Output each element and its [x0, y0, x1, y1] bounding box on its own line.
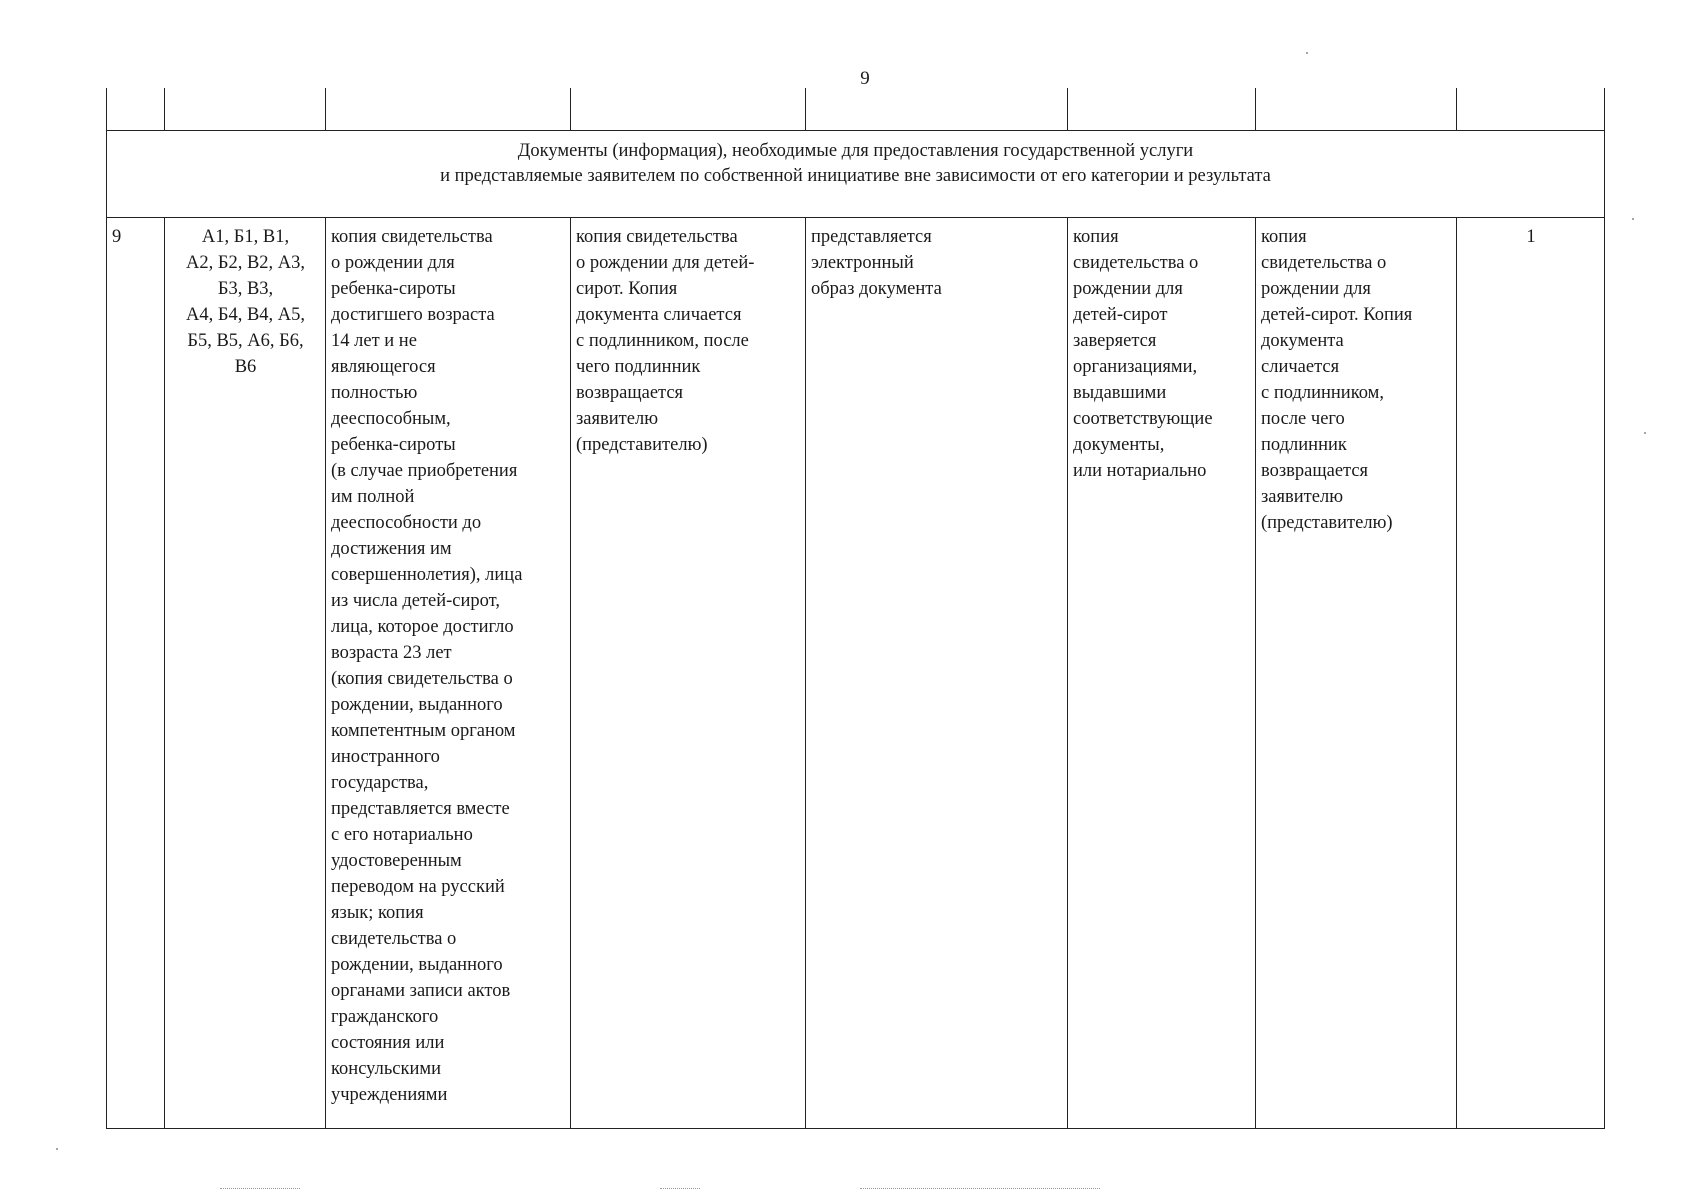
applicant-codes: А1, Б1, В1, А2, Б2, В2, А3, Б3, В3, А4, Б4, В4, А5, Б5, В5, А6, Б6, В6 [165, 218, 326, 1129]
scan-artifact-line [220, 1188, 300, 1190]
section-header-row [107, 131, 1605, 218]
scan-artifact-line [660, 1188, 700, 1190]
documents-table [106, 88, 1605, 1129]
mfc-submission: копия свидетельства о рождении для детей-сирот. Копия документа сличается с подлинником, после чего подлинник возвращается заявителю (представителю) [1256, 218, 1457, 1129]
row-number: 9 [107, 218, 165, 1129]
table-cell [571, 88, 806, 131]
table-cell [1457, 88, 1605, 131]
table-cell [1068, 88, 1256, 131]
electronic-submission: представляется электронный образ документа [806, 218, 1068, 1129]
page-number: 9 [860, 68, 870, 89]
document-name: копия свидетельства о рождении для ребенка-сироты достигшего возраста 14 лет и не являющегося полностью дееспособным, ребенка-сироты (в случае приобретения им полной дееспособности до достижения им совершеннолетия), лица из числа детей-сирот, лица, которое достигло возраста 23 лет (копия свидетельства о рождении, выданного компетентным органом иностранного государства, представляется вместе с его нотариально удостоверенным переводом на русский язык; копия свидетельства о рождении, выданного органами записи актов гражданского состояния или консульскими учреждениями [326, 218, 571, 1129]
table-cell [806, 88, 1068, 131]
table-row [107, 218, 1605, 1129]
section-header-line-2: и представляемые заявителем по собственной инициативе вне зависимости от его категории и результата [440, 166, 1271, 186]
document-quantity: 1 [1457, 218, 1605, 1129]
section-header [107, 131, 1605, 218]
scan-speck [1644, 432, 1646, 434]
scan-speck [1306, 52, 1308, 54]
in-person-submission: копия свидетельства о рождении для детей- сирот. Копия документа сличается с подлинником, после чего подлинник возвращается заявителю (представителю) [571, 218, 806, 1129]
section-header-line-1: Документы (информация), необходимые для предоставления государственной услуги [517, 141, 1194, 161]
scan-artifact-line [860, 1188, 1100, 1190]
table-cell [326, 88, 571, 131]
table-cell [165, 88, 326, 131]
table-cell [1256, 88, 1457, 131]
mail-submission: копия свидетельства о рождении для детей-сирот заверяется организациями, выдавшими соответствующие документы, или нотариально [1068, 218, 1256, 1129]
continuation-row [107, 88, 1605, 131]
table-cell [107, 88, 165, 131]
scan-speck [56, 1148, 58, 1150]
scan-speck [1632, 218, 1634, 220]
